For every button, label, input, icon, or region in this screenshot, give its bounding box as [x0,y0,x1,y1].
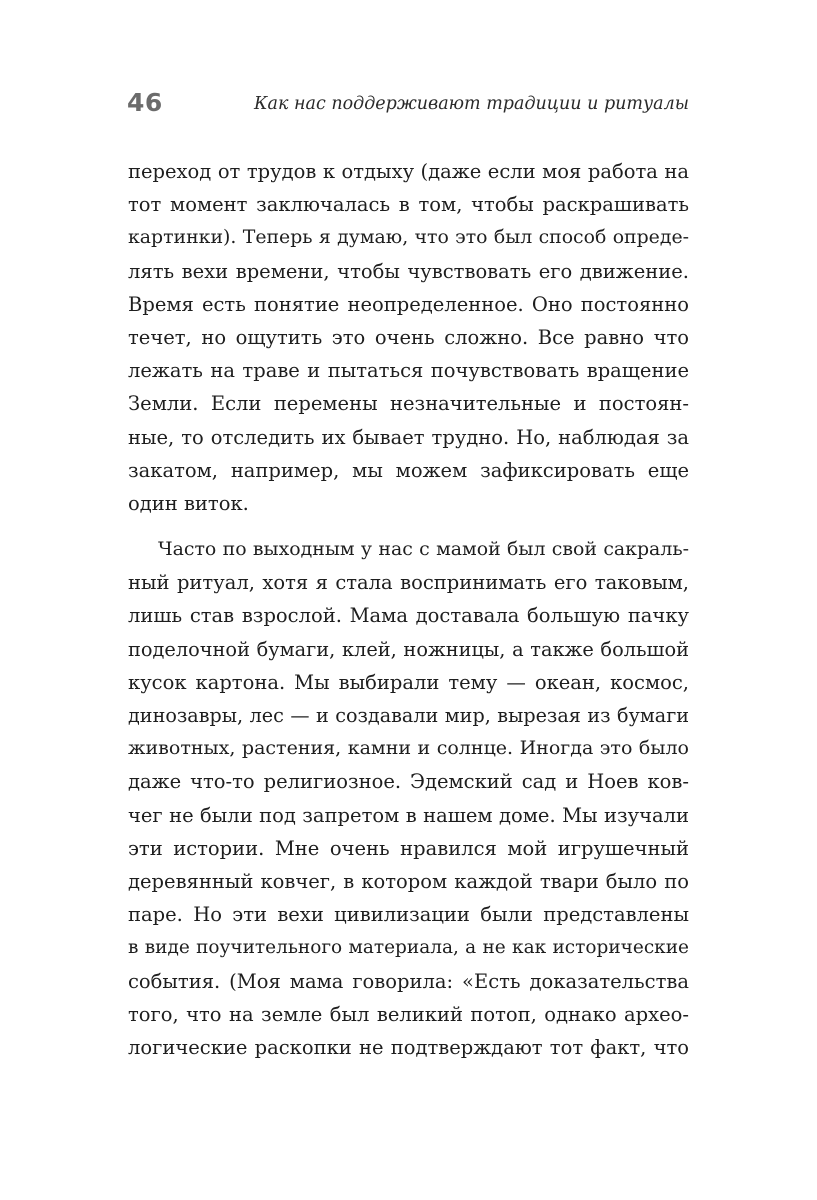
text-line: переход от трудов к отдыху (даже если моя работа на [128,160,689,183]
text-line: Время есть понятие неопределенное. Оно постоянно [128,292,689,316]
text-line: динозавры, лес — и создавали мир, вырезая из бумаги [128,704,689,727]
text-line: в виде поучительного материала, а не как исторические [128,937,689,959]
text-line: ный ритуал, хотя я стала воспринимать его таковым, [128,571,689,595]
text-line: ные, то отследить их бывает трудно. Но, наблюдая за [128,425,689,449]
paragraph [128,533,689,1064]
text-line: лять вехи времени, чтобы чувствовать его движение. [128,259,689,283]
text-line: того, что на земле был великий потоп, однако архео- [128,1002,689,1026]
text-line: картинки). Теперь я думаю, что это был способ опреде- [128,226,689,249]
text-line: кусок картона. Мы выбирали тему — океан, космос, [128,670,689,694]
running-title: Как нас поддерживают традиции и ритуалы [254,94,689,114]
text-line: один виток. [128,491,249,515]
text-line: животных, растения, камни и солнце. Иногда это было [128,737,689,760]
paragraph [128,155,689,520]
text-line: течет, но ощутить это очень сложно. Все равно что [128,325,689,349]
page-number: 46 [127,88,163,117]
text-line: поделочной бумаги, клей, ножницы, а также большой [128,637,689,661]
text-line: события. (Моя мама говорила: «Есть доказательства [128,969,689,993]
text-line: лишь став взрослой. Мама доставала большую пачку [128,604,689,628]
text-line: деревянный ковчег, в котором каждой твари было по [128,869,689,893]
paragraph-gap [128,520,689,533]
body-text [128,155,689,1064]
text-line: тот момент заключалась в том, чтобы раскрашивать [128,193,689,217]
text-line: эти истории. Мне очень нравился мой игрушечный [128,836,689,860]
text-line: Часто по выходным у нас с мамой был свой сакраль- [158,538,689,561]
page-header [127,86,689,122]
text-line: закатом, например, мы можем зафиксировать еще [128,458,689,482]
text-line: чег не были под запретом в нашем доме. Мы изучали [128,803,689,827]
text-line: Земли. Если перемены незначительные и постоян- [128,392,689,416]
text-line: лежать на траве и пытаться почувствовать вращение [128,359,689,383]
text-line: даже что-то религиозное. Эдемский сад и Ноев ков- [128,770,689,794]
text-line: логические раскопки не подтверждают тот факт, что [128,1035,689,1059]
text-line: паре. Но эти вехи цивилизации были представлены [128,903,689,927]
